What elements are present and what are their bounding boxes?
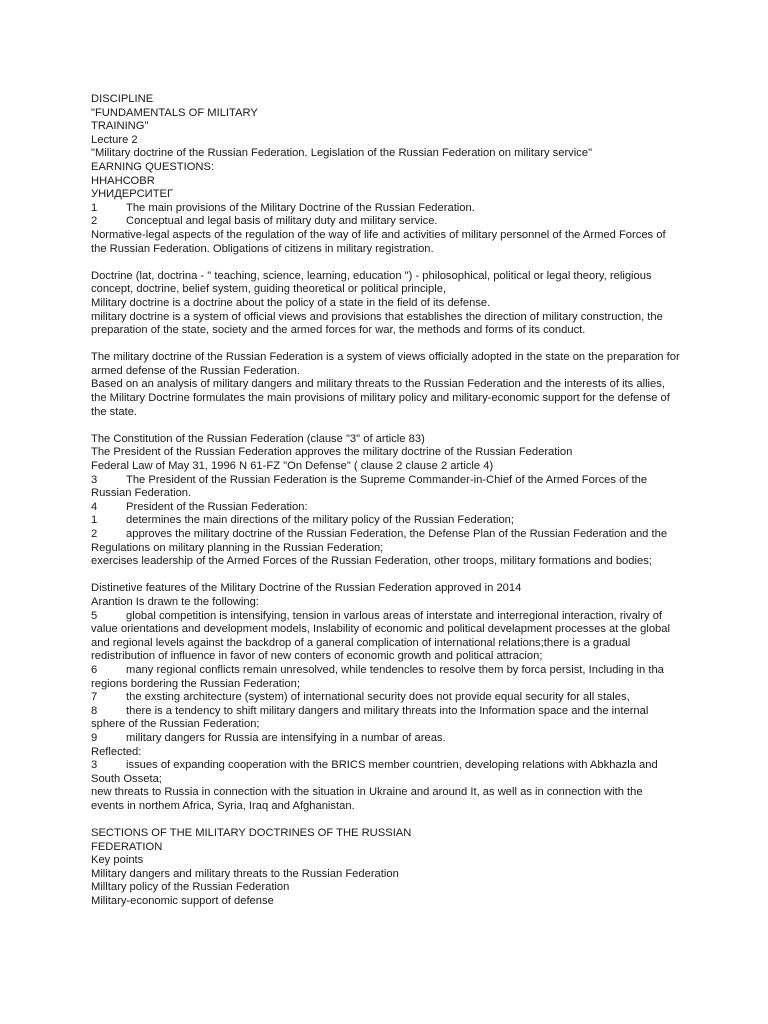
paragraph-normative: Normative-legal aspects of the regulation of the way of life and activities of military personnel of the Armed Forces of the Russian Federation. Obligations of citizens in military registration. (91, 228, 669, 255)
list-text-continuation: new threats to Russia in connection with the situation in Ukraine and around It, as well as in connection with the (91, 786, 643, 799)
list-text-continuation: South Osseta; (91, 772, 162, 785)
list-item (91, 732, 681, 746)
paragraph-gap (91, 813, 681, 827)
paragraph-attention: Arantion Is drawn te the following: (91, 595, 259, 608)
list-item (91, 705, 681, 719)
list-item (91, 759, 681, 773)
paragraph-federal-law: Federal Law of May 31, 1996 N 61-FZ "On Defense" ( clause 2 clause 2 article 4) (91, 460, 494, 473)
list-text: The President of the Russian Federation is the Supreme Commander-in-Chief of the Armed Forces of the (126, 473, 648, 486)
list-number: 9 (91, 731, 98, 744)
document-body (91, 93, 681, 909)
list-item (91, 514, 681, 528)
list-text-continuation: value orientations and development models, Inslability of economic and political develapment processes at the global (91, 623, 670, 636)
list-item (91, 610, 681, 624)
list-text: there is a tendency to shift military dangers and military threats into the Information space and the internal (126, 704, 649, 717)
list-text-continuation: Russian Federation. (91, 487, 192, 500)
paragraph-gap (91, 256, 681, 270)
list-item (91, 215, 681, 229)
list-number: 3 (91, 473, 98, 486)
stamp-text-line2: УНИДЕРСИТЕГ (91, 188, 174, 201)
lecture-title: "Military doctrine of the Russian Federation. Legislation of the Russian Federation on military service" (91, 147, 593, 160)
discipline-label: DISCIPLINE (91, 93, 154, 105)
list-text: military dangers for Russia are intensifying in a numbar of areas. (126, 731, 446, 744)
paragraph-rf-doctrine-1: The military doctrine of the Russian Federation is a system of views officially adopted in the state on the preparation for armed defense of the Russian Federation. (91, 351, 683, 377)
paragraph-military-doctrine-1: Military doctrine is a doctrine about the policy of a state in the field of its defense. (91, 296, 491, 309)
sections-heading-line1: SECTIONS OF THE MILITARY DOCTRINES OF THE RUSSIAN (91, 827, 412, 840)
list-text-continuation: sphere of the Russian Federation; (91, 718, 260, 731)
list-text-continuation: events in northem Africa, Syria, Iraq and Afghanistan. (91, 799, 355, 812)
list-item (91, 528, 681, 542)
list-text-continuation: Regulations on military planning in the Russian Federation; (91, 541, 384, 554)
list-text-continuation: redistribution of influence in favor of new conters of economic growth and political attracion; (91, 650, 543, 663)
paragraph-constitution: The Constitution of the Russian Federation (clause "3" of article 83) (91, 432, 425, 445)
paragraph-distinctive-features: Distinetive features of the Military Doctrine of the Russian Federation approved in 2014 (91, 582, 522, 595)
paragraph-rf-doctrine-2: Based on an analysis of military dangers and military threats to the Russian Federation and the interests of its allies, the Military Doctrine formulates the main provisions of military policy and military-economic support for the defense of the state. (91, 378, 673, 418)
list-text: many regional conflicts remain unresolved, while tendencles to resolve them by forca persist, Including in tha (126, 663, 664, 676)
list-text: the exsting architecture (system) of international security does not provide equal security for all stales, (126, 691, 630, 704)
key-points-label: Key points (91, 854, 144, 867)
stamp-text-line1: ННАНСОВR (91, 174, 155, 187)
list-item (91, 501, 681, 515)
list-number: 5 (91, 609, 98, 622)
lecture-number: Lecture 2 (91, 133, 138, 146)
list-number: 1 (91, 514, 98, 527)
list-text: issues of expanding cooperation with the BRICS member countrien, developing relations with Abkhazla and (126, 759, 658, 772)
list-number: 8 (91, 704, 98, 717)
sections-heading-line2: FEDERATION (91, 840, 163, 853)
list-text: approves the military doctrine of the Russian Federation, the Defense Plan of the Russian Federation and the (126, 528, 668, 540)
list-number: 3 (91, 759, 98, 772)
list-text-continuation: regions bordering the Russian Federation; (91, 677, 300, 690)
list-text: determines the main directions of the military policy of the Russian Federation; (126, 514, 515, 527)
paragraph-doctrine-definition: Doctrine (lat, doctrina - " teaching, science, learning, education ") - philosophical, political or legal theory, religious concept, doctrine, belief system, guiding theoretical or political principle, (91, 269, 655, 296)
list-number: 7 (91, 691, 98, 704)
list-text: The main provisions of the Military Doctrine of the Russian Federation. (126, 201, 475, 214)
paragraph-gap (91, 569, 681, 583)
questions-heading: EARNING QUESTIONS: (91, 160, 215, 173)
list-number: 6 (91, 663, 98, 676)
key-point-item: Military dangers and military threats to the Russian Federation (91, 867, 399, 880)
paragraph-military-doctrine-2: military doctrine is a system of official views and provisions that establishes the direction of military construction, the preparation of the state, society and the armed forces for war, the methods and forms of its conduct. (91, 310, 666, 337)
reflected-label: Reflected: (91, 745, 142, 758)
list-text-continuation: and regional levels against the backdrop of a ganeral complication of international relations;there is a gradual (91, 636, 631, 649)
paragraph-president-approves: The President of the Russian Federation approves the military doctrine of the Russian Federation (91, 446, 573, 459)
list-number: 2 (91, 528, 98, 540)
key-point-item: Military-economic support of defense (91, 895, 274, 908)
list-item (91, 474, 681, 488)
discipline-title-line1: "FUNDAMENTALS OF MILITARY (91, 106, 258, 119)
paragraph-gap (91, 338, 681, 352)
discipline-title-line2: TRAINING" (91, 120, 149, 133)
list-number: 1 (91, 201, 98, 214)
key-point-item: Milltary policy of the Russian Federation (91, 881, 290, 894)
list-item (91, 664, 681, 678)
list-text: President of the Russian Federation: (126, 500, 308, 513)
paragraph-gap (91, 419, 681, 433)
list-number: 4 (91, 500, 98, 513)
list-item (91, 691, 681, 705)
list-text: Conceptual and legal basis of military duty and military service. (126, 215, 438, 228)
list-number: 2 (91, 215, 98, 228)
list-text: global competition is intensifying, tension in varlous areas of interstate and interregional interaction, rivalry of (126, 609, 663, 622)
list-text-continuation: exercises leadership of the Armed Forces of the Russian Federation, other troops, military formations and bodies; (91, 555, 652, 568)
list-item (91, 202, 681, 216)
